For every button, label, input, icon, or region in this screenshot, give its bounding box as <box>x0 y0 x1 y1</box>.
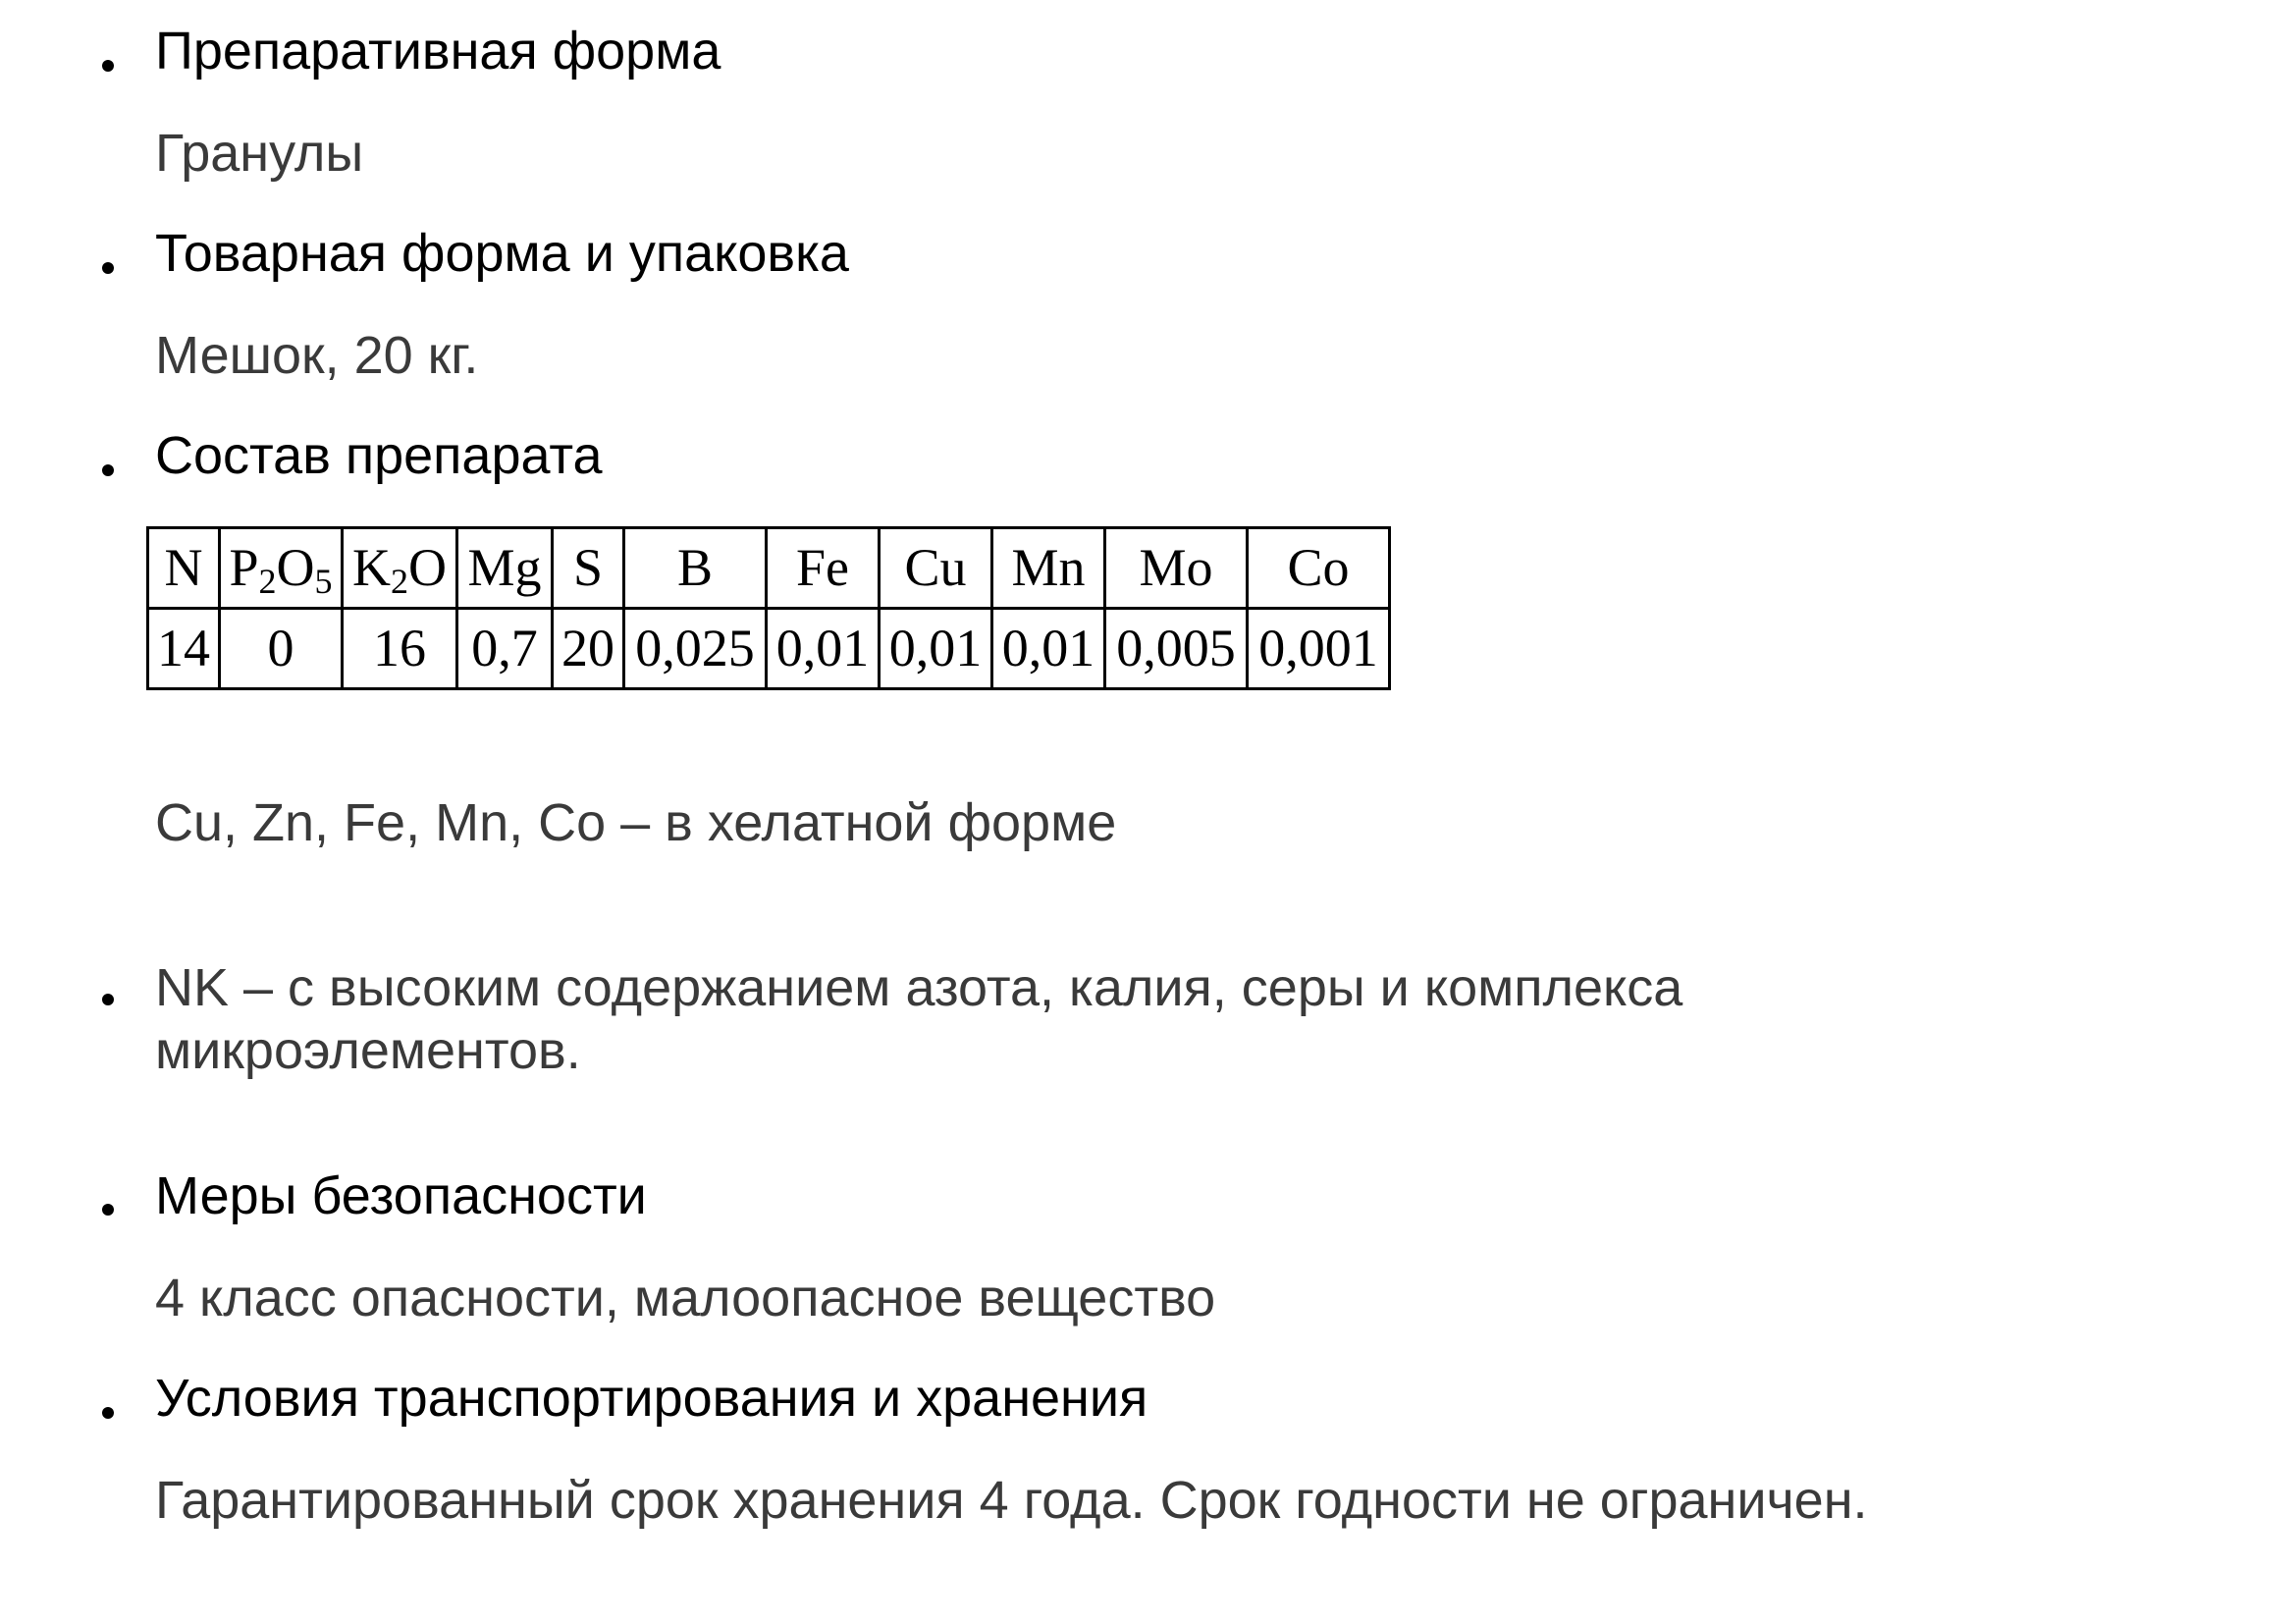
composition-header-cell: B <box>624 528 767 609</box>
nk-note: NK – с высоким содержанием азота, калия, серы и комплекса микроэлементов. <box>155 958 1683 1080</box>
composition-value-cell: 20 <box>553 609 624 689</box>
composition-header-cell: $K_2O$ <box>343 528 457 609</box>
composition-header-cell: N <box>148 528 220 609</box>
safety-body: 4 класс опасности, малоопасное вещество <box>155 1269 1216 1327</box>
composition-value-cell: 14 <box>148 609 220 689</box>
composition-header-cell: Fe <box>767 528 880 609</box>
section-heading-packaging: Товарная форма и упаковка <box>155 224 849 283</box>
section-body-packaging: Мешок, 20 кг. <box>155 326 479 385</box>
bullet-icon <box>102 464 114 476</box>
composition-header-cell: S <box>553 528 624 609</box>
chelate-note: Cu, Zn, Fe, Mn, Co – в хелатной форме <box>155 793 1117 852</box>
composition-header-cell: Mo <box>1105 528 1248 609</box>
section-body-form: Гранулы <box>155 124 364 183</box>
composition-header-cell: Co <box>1248 528 1390 609</box>
bullet-icon <box>102 994 114 1005</box>
composition-value-cell: 0,01 <box>880 609 992 689</box>
composition-value-cell: 0,01 <box>767 609 880 689</box>
composition-value-cell: 0,7 <box>457 609 553 689</box>
composition-values-row <box>148 609 1390 689</box>
composition-value-cell: 0,005 <box>1105 609 1248 689</box>
bullet-icon <box>102 1407 114 1419</box>
section-heading-form: Препаративная форма <box>155 22 721 81</box>
storage-heading: Условия транспортирования и хранения <box>155 1369 1148 1428</box>
composition-header-cell: Cu <box>880 528 992 609</box>
section-heading-composition: Состав препарата <box>155 426 603 485</box>
composition-value-cell: 0,001 <box>1248 609 1390 689</box>
composition-value-cell: 0 <box>220 609 343 689</box>
composition-header-row <box>148 528 1390 609</box>
composition-value-cell: 16 <box>343 609 457 689</box>
storage-body: Гарантированный срок хранения 4 года. Срок годности не ограничен. <box>155 1471 1868 1530</box>
composition-table <box>146 526 1391 690</box>
composition-value-cell: 0,025 <box>624 609 767 689</box>
composition-header-cell: Mn <box>992 528 1105 609</box>
composition-header-cell: Mg <box>457 528 553 609</box>
bullet-icon <box>102 262 114 274</box>
safety-heading: Меры безопасности <box>155 1166 647 1225</box>
bullet-icon <box>102 1204 114 1216</box>
bullet-icon <box>102 60 114 72</box>
composition-header-cell: $P_2O_5$ <box>220 528 343 609</box>
composition-value-cell: 0,01 <box>992 609 1105 689</box>
